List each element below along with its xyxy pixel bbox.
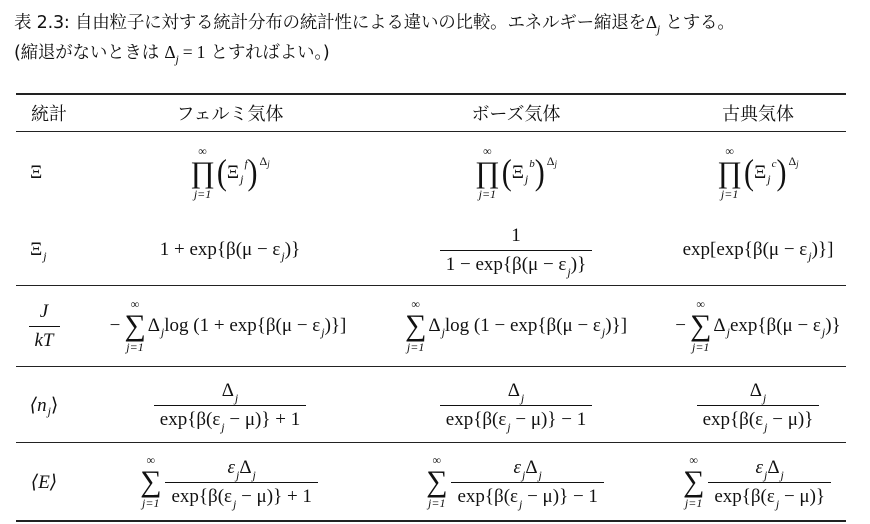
row-label-xi: Ξ [30, 162, 43, 183]
header-stat: 統計 [31, 103, 67, 125]
row-label-e: ⟨E⟩ [30, 471, 58, 493]
nj-bose-formula: $\frac{\Delta_j}{\exp\{\beta(\varepsilon_j - \mu)\} - 1}$ [376, 370, 656, 440]
sum-operator: ∞ ∑ j=1 [426, 453, 448, 510]
e-classical-formula: ∞ ∑ j=1 $\frac{\varepsilon_j\Delta_j}{\exp\{\beta(\varepsilon_j - \mu)\}}$ [660, 446, 856, 518]
row-rule-2 [16, 366, 846, 367]
sum-operator: ∞ ∑ j=1 [682, 453, 705, 510]
sum-operator: ∞ ∑ j=1 [404, 297, 427, 354]
xij-classical-formula: exp[exp{β(μ − ε j )}] [682, 239, 834, 263]
header-rule [16, 131, 846, 132]
e-fermi-formula: ∞ ∑ j=1 $\frac{\varepsilon_j\Delta_j}{\exp\{\beta(\varepsilon_j - \mu)\} + 1}$ [90, 446, 370, 518]
jkt-classical-formula: − ∞ ∑ j=1 Δ j exp{β(μ − ε j )} [675, 297, 841, 354]
table-bottom-rule [16, 520, 846, 522]
header-bose: ボーズ気体 [471, 103, 561, 125]
table-caption [14, 8, 864, 68]
sum-operator: ∞ ∑ j=1 [140, 453, 162, 510]
caption-line-1: 表 2.3: 自由粒子に対する統計分布の統計性による違いの比較。エネルギー縮退を$\Delta_j$ とする。 [14, 12, 735, 36]
product-operator: ∞ ∏ j=1 [475, 144, 500, 201]
xi-bose-formula: ∞ ∏ j=1 ( Ξ j b ) Δ j [475, 144, 557, 201]
row-label-jkt: $\frac{J}{kT}$ [16, 290, 72, 362]
row-rule-1 [16, 285, 846, 286]
xij-bose-formula: $\frac{1}{1 - \exp\{\beta(\mu - \varepsilon_j)\}}$ [376, 218, 656, 282]
product-operator: ∞ ∏ j=1 [190, 144, 215, 201]
jkt-fermi-formula: − ∞ ∑ j=1 Δ j log (1 + exp{β(μ − ε j )}] [109, 297, 347, 354]
xij-fermi-formula: 1 + exp{β(μ − ε j )} [159, 239, 301, 263]
caption-line-2: (縮退がないときは $\Delta_j = 1$ とすればよい。) [14, 42, 330, 66]
header-classical: 古典気体 [722, 103, 794, 125]
xi-fermi-formula: ∞ ∏ j=1 ( Ξ j f ) Δ j [190, 144, 270, 201]
jkt-bose-formula: ∞ ∑ j=1 Δ j log (1 − exp{β(μ − ε j )}] [404, 297, 628, 354]
header-fermi: フェルミ気体 [176, 103, 284, 125]
product-operator: ∞ ∏ j=1 [717, 144, 742, 201]
sum-operator: ∞ ∑ j=1 [690, 297, 712, 354]
nj-classical-formula: $\frac{\Delta_j}{\exp\{\beta(\varepsilon_j - \mu)\}}$ [660, 370, 856, 440]
row-label-xij: Ξ j [30, 239, 47, 263]
nj-fermi-formula: $\frac{\Delta_j}{\exp\{\beta(\varepsilon_j - \mu)\} + 1}$ [90, 370, 370, 440]
sum-operator: ∞ ∑ j=1 [124, 297, 146, 354]
xi-classical-formula: ∞ ∏ j=1 ( Ξ j c ) Δ j [717, 144, 799, 201]
row-label-nj: ⟨n j ⟩ [29, 394, 59, 418]
row-rule-3 [16, 442, 846, 443]
e-bose-formula: ∞ ∑ j=1 $\frac{\varepsilon_j\Delta_j}{\exp\{\beta(\varepsilon_j - \mu)\} - 1}$ [376, 446, 656, 518]
